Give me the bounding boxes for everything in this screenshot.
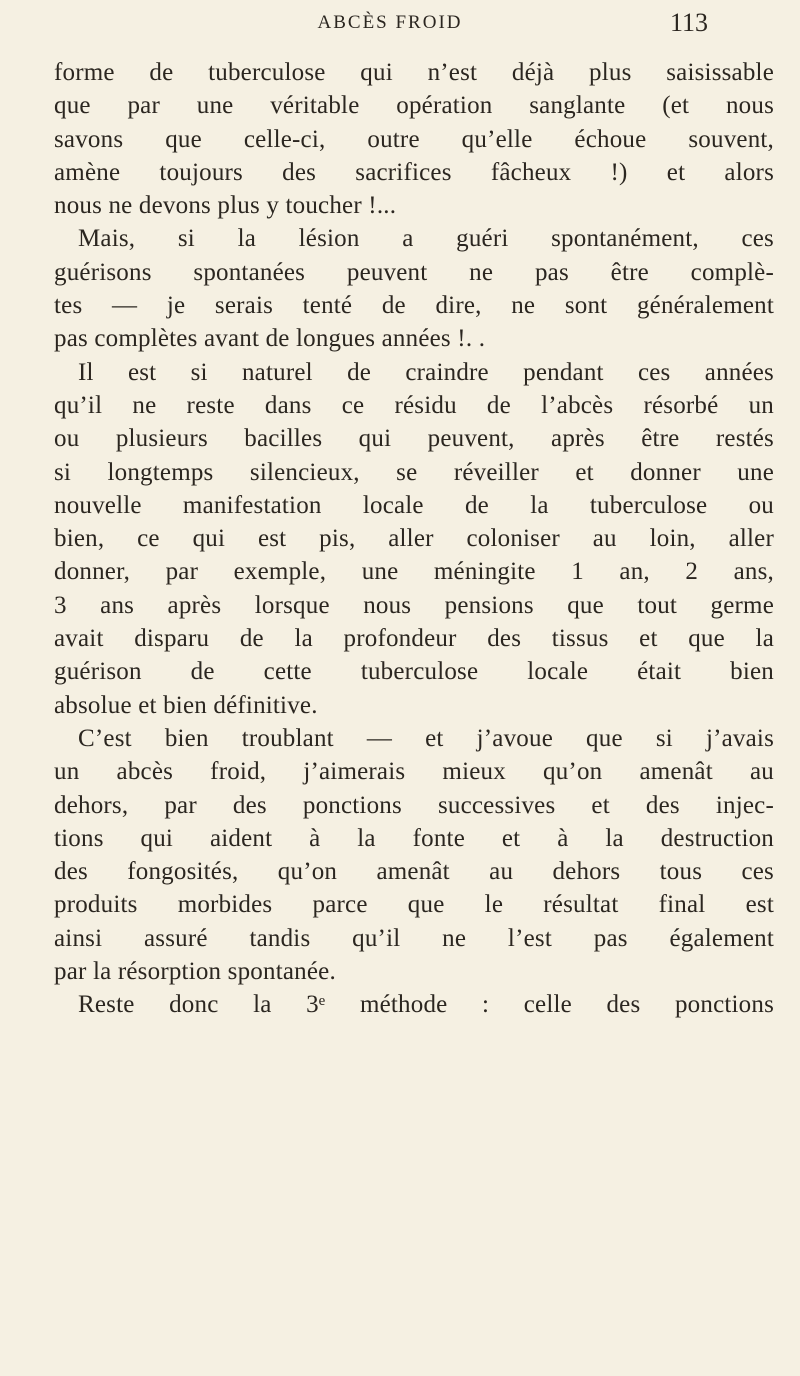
text-line: donner, par exemple, une méningite 1 an, 2 ans, <box>54 558 774 586</box>
text-line: nous ne devons plus y toucher !... <box>54 192 397 220</box>
running-head: ABCÈS FROID <box>317 12 463 33</box>
text-line: Mais, si la lésion a guéri spontanément, ces <box>78 225 774 253</box>
text-line: C’est bien troublant — et j’avoue que si j’avais <box>78 724 774 752</box>
text-line: des fongosités, qu’on amenât au dehors tous ces <box>54 858 774 886</box>
text-line: produits morbides parce que le résultat final est <box>54 891 774 919</box>
text-line: guérisons spontanées peuvent ne pas être complè- <box>54 258 774 286</box>
text-line: par la résorption spontanée. <box>54 958 336 986</box>
text-line: guérison de cette tuberculose locale était bien <box>54 658 774 686</box>
text-line: forme de tuberculose qui n’est déjà plus saisissable <box>54 59 774 86</box>
text-line: absolue et bien définitive. <box>54 691 318 719</box>
text-line: qu’il ne reste dans ce résidu de l’abcès résorbé un <box>54 391 774 419</box>
page-header <box>90 8 708 48</box>
text-line: Il est si naturel de craindre pendant ces années <box>78 358 774 386</box>
text-line: ainsi assuré tandis qu’il ne l’est pas également <box>54 924 774 952</box>
text-line: si longtemps silencieux, se réveiller et donner une <box>54 458 774 486</box>
text-line: un abcès froid, j’aimerais mieux qu’on amenât au <box>54 758 774 786</box>
text-line: amène toujours des sacrifices fâcheux !) et alors <box>54 158 774 186</box>
text-line: tes — je serais tenté de dire, ne sont généralement <box>54 292 774 320</box>
text-line: tions qui aident à la fonte et à la destruction <box>54 824 774 852</box>
text-line: avait disparu de la profondeur des tissus et que la <box>54 625 774 653</box>
page-number: 113 <box>669 8 708 37</box>
text-line: Reste donc la 3ᵉ méthode : celle des ponctions <box>78 991 774 1019</box>
text-line: pas complètes avant de longues années !. . <box>54 325 486 353</box>
text-line: bien, ce qui est pis, aller coloniser au loin, aller <box>54 525 774 553</box>
body-text <box>54 56 774 1022</box>
text-line: 3 ans après lorsque nous pensions que tout germe <box>54 591 774 619</box>
text-line: dehors, par des ponctions successives et des injec- <box>54 791 774 819</box>
text-line: que par une véritable opération sanglante (et nous <box>54 92 774 120</box>
text-line: ou plusieurs bacilles qui peuvent, après être restés <box>54 425 774 453</box>
text-line: nouvelle manifestation locale de la tuberculose ou <box>54 491 774 519</box>
text-line: savons que celle-ci, outre qu’elle échoue souvent, <box>54 125 774 153</box>
